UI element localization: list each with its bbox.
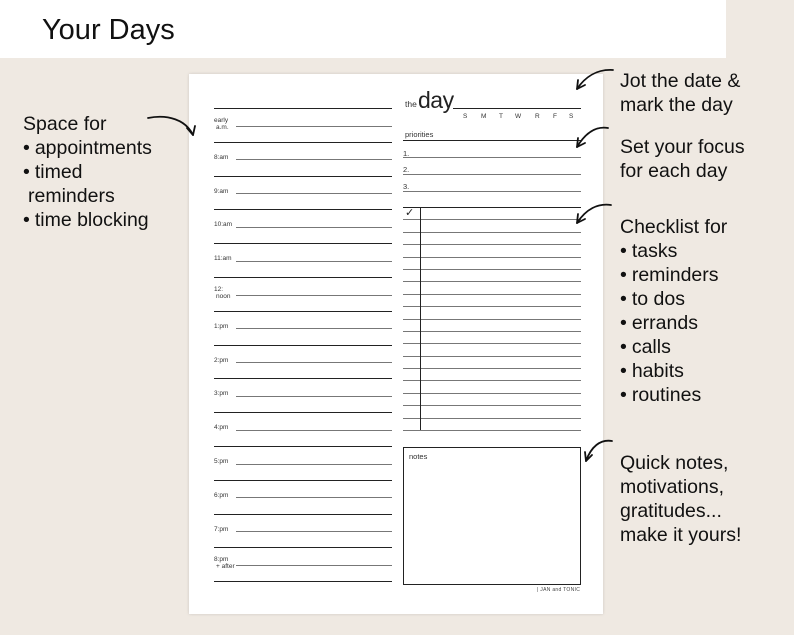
hour-label-text: 5:pm	[214, 458, 229, 465]
the-label: the	[405, 99, 417, 109]
arrow-icon	[148, 117, 195, 135]
checklist-row-line	[403, 343, 581, 344]
hour-line	[214, 378, 392, 379]
check-mark-icon: ✓	[405, 207, 415, 219]
half-hour-line	[236, 531, 392, 532]
annotation-item: • timed	[23, 160, 152, 184]
hour-line	[214, 514, 392, 515]
hour-label-text: 6:pm	[214, 491, 229, 499]
annotation-date	[620, 69, 740, 117]
hour-label	[214, 556, 235, 570]
priority-number: 3.	[403, 182, 410, 191]
notes-box	[403, 447, 581, 585]
hour-line	[214, 480, 392, 481]
hour-label-text: 2:pm	[214, 356, 229, 364]
annotation-appointments	[23, 112, 152, 232]
checklist-row-line	[403, 380, 581, 381]
annotation-line: Quick notes,	[620, 452, 729, 474]
annotation-item: • appointments	[23, 136, 152, 160]
weekday-letter: T	[499, 113, 503, 120]
priority-number: 2.	[403, 165, 410, 174]
checklist-row-line	[403, 430, 581, 431]
hour-label-text: 9:am	[214, 187, 229, 195]
hour-label	[214, 424, 228, 431]
hour-label-text: 10:am	[214, 221, 233, 229]
hour-label	[214, 390, 228, 397]
checklist-row-line	[403, 405, 581, 406]
hour-label	[214, 221, 232, 228]
hour-label-text: 1:pm	[214, 322, 229, 330]
checklist-row-line	[403, 244, 581, 245]
annotation-item: • errands	[620, 311, 727, 335]
annotation-item: • time blocking	[23, 208, 152, 232]
checklist-row-line	[403, 418, 581, 419]
annotation-line: Set your focus	[620, 136, 745, 158]
title-bar	[0, 0, 726, 58]
annotation-item: • to dos	[620, 287, 727, 311]
checklist-row-line	[403, 331, 581, 332]
weekday-letter: F	[553, 113, 557, 120]
hour-line	[214, 277, 392, 278]
hour-label	[214, 188, 228, 195]
hour-label-text: noon	[216, 293, 231, 300]
hour-line	[214, 311, 392, 312]
weekday-letter: M	[481, 113, 487, 120]
hour-label	[214, 357, 228, 364]
checklist-row-line	[403, 257, 581, 258]
weekday-letter: W	[515, 113, 522, 120]
notes-label: notes	[409, 452, 428, 461]
hour-line	[214, 243, 392, 244]
checklist-row-line	[403, 219, 581, 220]
hour-label-text: 3:pm	[214, 390, 229, 398]
hour-line	[214, 581, 392, 582]
annotation-line: motivations,	[620, 476, 725, 498]
checklist-row-line	[403, 281, 581, 282]
priority-line	[403, 157, 581, 158]
checklist-divider	[420, 207, 421, 430]
hour-line	[214, 142, 392, 143]
half-hour-line	[236, 464, 392, 465]
checklist-row-line	[403, 368, 581, 369]
annotation-item: • routines	[620, 383, 727, 407]
hour-label	[214, 255, 232, 262]
date-line	[453, 108, 581, 109]
half-hour-line	[236, 430, 392, 431]
half-hour-line	[236, 261, 392, 262]
hour-label-text: 11:am	[214, 255, 232, 263]
half-hour-line	[236, 396, 392, 397]
hour-label-text: + after	[216, 563, 235, 571]
annotation-item: reminders	[28, 185, 115, 207]
annotation-item: • tasks	[620, 239, 727, 263]
day-label: day	[418, 87, 454, 113]
hour-line	[214, 345, 392, 346]
annotation-line: gratitudes...	[620, 500, 722, 522]
page-title: Your Days	[42, 14, 175, 46]
annotation-line: make it yours!	[620, 524, 742, 546]
priority-line	[403, 174, 581, 175]
hour-label	[214, 286, 230, 300]
annotation-line: mark the day	[620, 94, 733, 116]
hour-line	[214, 209, 392, 210]
hour-line	[214, 176, 392, 177]
half-hour-line	[236, 565, 392, 566]
half-hour-line	[236, 126, 392, 127]
hour-label	[214, 458, 228, 465]
hour-line	[214, 446, 392, 447]
weekday-letter: R	[535, 113, 540, 120]
hour-label	[214, 492, 228, 499]
priorities-rule	[403, 140, 581, 141]
priority-number: 1.	[403, 149, 410, 158]
checklist-top-line	[403, 207, 581, 208]
checklist-row-line	[403, 356, 581, 357]
half-hour-line	[236, 497, 392, 498]
checklist-row-line	[403, 393, 581, 394]
checklist-row-line	[403, 294, 581, 295]
schedule-top-line	[214, 108, 392, 109]
half-hour-line	[236, 362, 392, 363]
hour-line	[214, 412, 392, 413]
half-hour-line	[236, 328, 392, 329]
hour-label-text: early	[214, 117, 229, 124]
checklist-row-line	[403, 269, 581, 270]
hour-label-text: a.m.	[216, 124, 229, 131]
annotation-item: • calls	[620, 335, 727, 359]
hour-label-text: 12:	[214, 286, 224, 293]
half-hour-line	[236, 295, 392, 296]
hour-label	[214, 323, 228, 330]
hour-label-text: 7:pm	[214, 525, 229, 533]
hour-label	[214, 526, 228, 533]
hour-label-text: 8:pm	[214, 556, 229, 564]
annotation-title: Checklist for	[620, 216, 728, 238]
weekday-letter: S	[463, 113, 468, 120]
hour-label	[214, 117, 229, 131]
half-hour-line	[236, 227, 392, 228]
hour-label-text: 4:pm	[214, 424, 229, 432]
annotation-notes	[620, 451, 741, 547]
annotation-focus	[620, 135, 745, 183]
annotation-line: Jot the date &	[620, 70, 741, 92]
annotation-line: for each day	[620, 160, 728, 182]
brand-mark: | JAN and TONIC	[537, 587, 581, 593]
annotation-item: • reminders	[620, 263, 727, 287]
priority-line	[403, 191, 581, 192]
annotation-checklist	[620, 215, 727, 407]
hour-label-text: 8:am	[214, 153, 229, 161]
checklist-row-line	[403, 306, 581, 307]
annotation-title: Space for	[23, 113, 107, 135]
checklist-row-line	[403, 319, 581, 320]
weekday-letter: S	[569, 113, 574, 120]
half-hour-line	[236, 159, 392, 160]
half-hour-line	[236, 193, 392, 194]
priorities-label: priorities	[405, 130, 434, 139]
checklist-row-line	[403, 232, 581, 233]
hour-line	[214, 547, 392, 548]
annotation-item: • habits	[620, 359, 727, 383]
hour-label	[214, 154, 228, 161]
